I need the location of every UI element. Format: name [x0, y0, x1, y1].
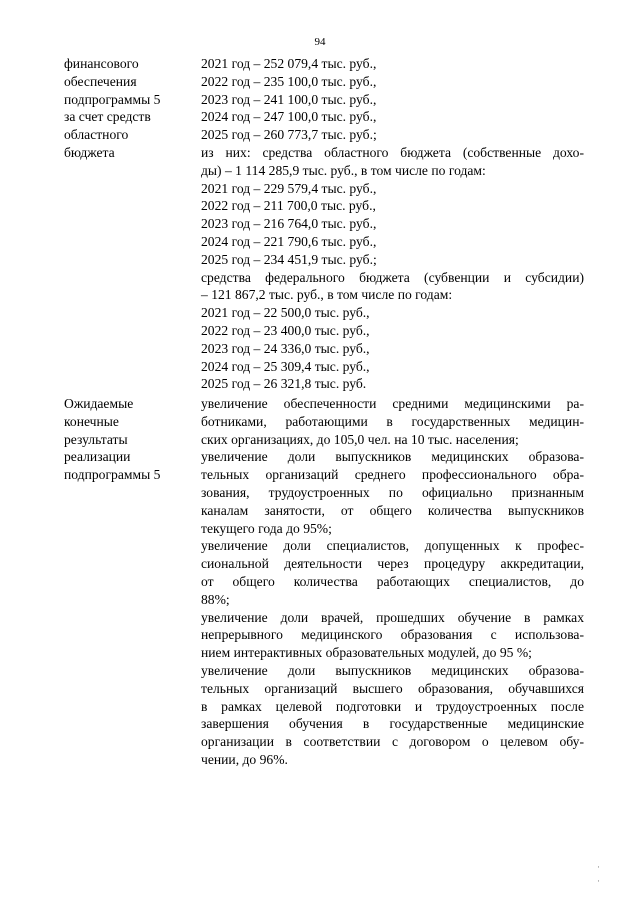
text-line: 2023 год – 241 100,0 тыс. руб., [201, 91, 377, 107]
text-line: ды) – 1 114 285,9 тыс. руб., в том числе по годам: [201, 162, 486, 178]
text-line: текущего года до 95%; [201, 520, 332, 536]
label-line: результаты [64, 431, 128, 447]
text-line: 2025 год – 260 773,7 тыс. руб.; [201, 127, 377, 143]
label-line: конечные [64, 413, 119, 429]
label-line: Ожидаемые [64, 396, 134, 411]
text-line: 88%; [201, 591, 230, 607]
text-line: увеличение доли выпускников медицинских образова- [201, 449, 584, 465]
text-line: ботниками, работающими в государственных медицин- [201, 413, 584, 429]
text-line: – 121 867,2 тыс. руб., в том числе по годам: [201, 287, 453, 303]
text-line: увеличение обеспеченности средними медицинскими ра- [201, 396, 584, 411]
text-line: зования, трудоустроенных по официально признанным [201, 484, 584, 500]
text-line: увеличение доли выпускников медицинских образова- [201, 662, 584, 678]
label-line: обеспечения [64, 73, 137, 89]
text-line: тельных организаций среднего профессионального обра- [201, 467, 584, 483]
text-line: тельных организаций высшего образования, обучавшихся [201, 680, 584, 696]
text-line: 2022 год – 23 400,0 тыс. руб., [201, 322, 370, 338]
text-line: ских организациях, до 105,0 чел. на 10 тыс. населения; [201, 431, 519, 447]
scan-mark: · [597, 876, 600, 886]
label-line: бюджета [64, 144, 115, 160]
text-line: 2022 год – 235 100,0 тыс. руб., [201, 73, 377, 89]
financing-content [201, 55, 584, 393]
text-line: каналам занятости, от общего количества выпускников [201, 502, 584, 518]
label-line: подпрограммы 5 [64, 91, 161, 107]
text-line: 2024 год – 221 790,6 тыс. руб., [201, 233, 377, 249]
text-line: увеличение доли врачей, прошедших обучение в рамках [201, 609, 584, 625]
text-line: в рамках целевой подготовки и трудоустроенных после [201, 698, 584, 714]
text-line: непрерывного медицинского образования с использова- [201, 627, 584, 643]
label-line: подпрограммы 5 [64, 467, 161, 483]
text-line: 2025 год – 234 451,9 тыс. руб.; [201, 251, 377, 267]
scan-mark: · [597, 862, 600, 872]
text-line: 2025 год – 26 321,8 тыс. руб. [201, 376, 367, 392]
text-line: нием интерактивных образовательных модулей, до 95 %; [201, 645, 532, 661]
label-line: реализации [64, 449, 131, 465]
text-line: чении, до 96%. [201, 751, 288, 767]
text-line: завершения обучения в государственные медицинские [201, 716, 584, 732]
text-line: 2024 год – 247 100,0 тыс. руб., [201, 109, 377, 125]
text-line: 2023 год – 24 336,0 тыс. руб., [201, 340, 370, 356]
text-line: 2021 год – 22 500,0 тыс. руб., [201, 305, 370, 321]
page-number: 94 [314, 36, 326, 48]
text-line: 2022 год – 211 700,0 тыс. руб., [201, 198, 376, 214]
label-line: областного [64, 127, 129, 143]
label-line: за счет средств [64, 109, 151, 125]
results-label [64, 395, 192, 484]
text-line: из них: средства областного бюджета (собственные дохо- [201, 144, 584, 160]
text-line: организации в соответствии с договором о целевом обу- [201, 734, 584, 750]
label-line: финансового [64, 56, 139, 71]
text-line: 2021 год – 252 079,4 тыс. руб., [201, 56, 377, 71]
text-line: 2024 год – 25 309,4 тыс. руб., [201, 358, 370, 374]
text-line: средства федерального бюджета (субвенции и субсидии) [201, 269, 584, 285]
text-line: от общего количества работающих специалистов, до [201, 573, 584, 589]
text-line: 2021 год – 229 579,4 тыс. руб., [201, 180, 377, 196]
text-line: сиональной деятельности через процедуру аккредитации, [201, 556, 584, 572]
results-content [201, 395, 584, 769]
text-line: увеличение доли специалистов, допущенных к профес- [201, 538, 584, 554]
financing-label [64, 55, 192, 162]
text-line: 2023 год – 216 764,0 тыс. руб., [201, 216, 377, 232]
